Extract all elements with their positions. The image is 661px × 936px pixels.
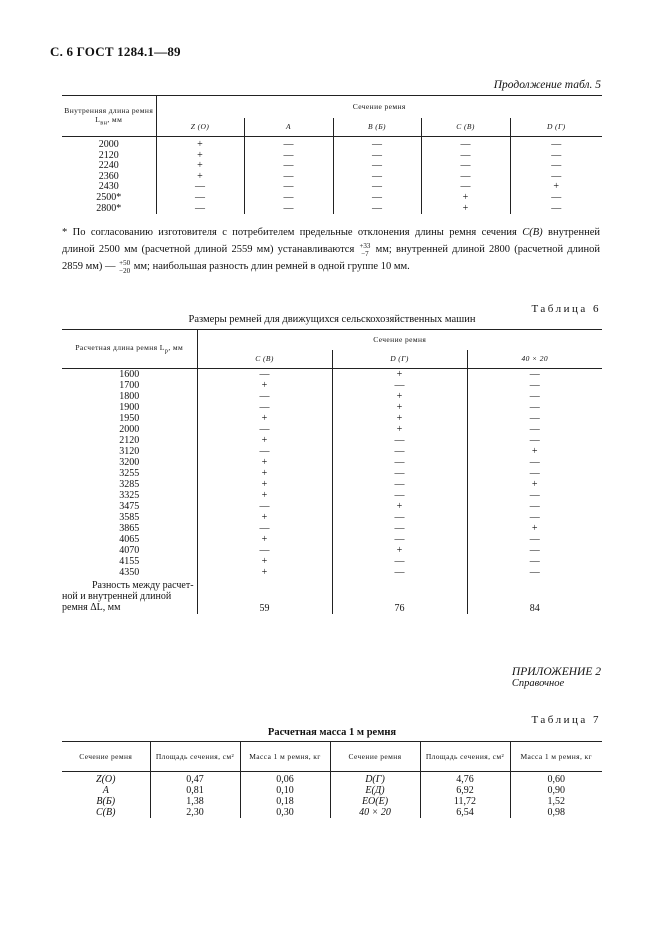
table6-cell: —	[467, 567, 602, 578]
table5-cell: —	[244, 172, 333, 183]
table6-row-header: Расчетная длина ремня $L_р$, мм	[62, 330, 197, 369]
table6-length-cell: 2120	[119, 435, 140, 446]
table6-length-cell: 4350	[119, 567, 140, 578]
table6-cell: —	[467, 402, 602, 413]
table6-cell: —	[197, 446, 332, 457]
table6-cell: —	[197, 501, 332, 512]
table6-length-cell: 3255	[119, 468, 140, 479]
table7-cell: D(Г)	[330, 772, 420, 786]
table5-column-header: D (Г)	[510, 118, 602, 137]
table5-cell: —	[156, 204, 244, 215]
table7-column-header: Сечение ремня	[330, 742, 420, 772]
table6-diff-label: Разность между расчет- ной и внутренней длиной ремня ΔL, мм	[62, 579, 194, 613]
table7-cell: EO(E)	[330, 796, 420, 807]
table6-cell: —	[332, 567, 467, 578]
table6-row	[62, 402, 602, 413]
table5-column-header: A	[244, 118, 333, 137]
table6-row	[62, 501, 602, 512]
table6-row	[62, 567, 602, 578]
table5-cell: +	[156, 161, 244, 172]
table6-length-cell: 3120	[119, 446, 140, 457]
tolerance-fraction-1: +33 −7	[359, 241, 371, 258]
appendix-subtitle: Справочное	[511, 678, 565, 689]
table5-length-cell: 2800*	[96, 202, 122, 214]
table6-cell: —	[332, 435, 467, 446]
table6-cell: +	[332, 413, 467, 424]
table6-cell: +	[332, 424, 467, 435]
table7-cell: B(Б)	[96, 796, 116, 807]
table6-row	[62, 545, 602, 556]
table6-cell: +	[332, 369, 467, 381]
table5-cell: +	[510, 182, 602, 193]
table6-cell: +	[467, 479, 602, 490]
table6-cell: +	[332, 402, 467, 413]
table6-cell: —	[467, 424, 602, 435]
table6-cell: +	[197, 479, 332, 490]
table6-cell: +	[332, 501, 467, 512]
table6	[62, 329, 602, 614]
table5-row-header: Внутренняя длина ремня $L_{вн}$, мм	[62, 96, 156, 137]
table7-title: Расчетная масса 1 м ремня	[267, 727, 397, 738]
footnote: * По согласованию изготовителя с потребителем предельные отклонения длины ремня сечения C(B) внутренней длиной 2500 мм (расчетной длиной 2559 мм) устанавливаются +33 −7 мм; внутренней длиной 2800 (расчетной длиной 2859 мм) — +50 −20 мм; наибольшая разность длин ремней в одной группе 10 мм.	[62, 227, 601, 275]
table5-cell: —	[421, 182, 510, 193]
table6-cell: —	[197, 369, 332, 381]
table7-cell: 40 × 20	[330, 807, 420, 818]
table6-row	[62, 512, 602, 523]
table5-cell: —	[333, 151, 421, 162]
table5-cell: —	[421, 172, 510, 183]
table6-cell: —	[467, 501, 602, 512]
table7-cell: 2,30	[150, 807, 240, 818]
table6-cell: +	[197, 380, 332, 391]
table7-row	[62, 807, 602, 818]
table5-length-cell: 2240	[98, 160, 119, 172]
table6-length-cell: 1700	[119, 380, 140, 391]
table6-cell: —	[332, 457, 467, 468]
table7-cell: 6,54	[420, 807, 510, 818]
table5-cell: —	[510, 193, 602, 204]
table5-column-header: C (B)	[421, 118, 510, 137]
table7	[62, 741, 602, 818]
table5-cell: —	[421, 137, 510, 151]
table5-cell: +	[156, 172, 244, 183]
table7-cell: 0,81	[150, 785, 240, 796]
table6-cell: —	[467, 413, 602, 424]
table5-cell: —	[333, 193, 421, 204]
table7-column-header: Масса 1 м ремня, кг	[510, 742, 602, 772]
table6-cell: +	[197, 567, 332, 578]
table5-group-header: Сечение ремня	[156, 96, 602, 118]
table7-cell: 0,10	[240, 785, 330, 796]
table6-diff-value: 59	[197, 578, 332, 614]
table6-length-cell: 1900	[119, 402, 140, 413]
table6-cell: —	[197, 424, 332, 435]
table7-row	[62, 785, 602, 796]
table6-length-cell: 3865	[119, 523, 140, 534]
table6-row	[62, 556, 602, 567]
table6-cell: +	[197, 413, 332, 424]
table6-cell: —	[467, 391, 602, 402]
table6-cell: +	[197, 468, 332, 479]
table5-row	[62, 182, 602, 193]
table6-cell: —	[332, 380, 467, 391]
table6-cell: +	[197, 435, 332, 446]
table5-row	[62, 161, 602, 172]
table5-cell: —	[510, 137, 602, 151]
table7-cell: 0,60	[510, 772, 602, 786]
table6-cell: —	[197, 391, 332, 402]
table6-cell: —	[197, 545, 332, 556]
table6-cell: —	[467, 545, 602, 556]
table5-cell: —	[421, 161, 510, 172]
table6-cell: —	[467, 490, 602, 501]
table6-row	[62, 534, 602, 545]
table6-cell: —	[467, 435, 602, 446]
table5-row	[62, 193, 602, 204]
table7-cell: A	[102, 785, 109, 796]
table5	[62, 95, 602, 214]
table6-group-header: Сечение ремня	[197, 330, 602, 350]
table5-cell: +	[156, 151, 244, 162]
table5-cell: —	[156, 193, 244, 204]
table6-label: Таблица 6	[531, 303, 601, 315]
table6-cell: —	[332, 512, 467, 523]
table7-row	[62, 796, 602, 807]
table6-row	[62, 468, 602, 479]
table6-length-cell: 3285	[119, 479, 140, 490]
table6-row	[62, 446, 602, 457]
table5-cell: —	[510, 172, 602, 183]
table6-column-header: C (B)	[197, 350, 332, 369]
table6-length-cell: 3200	[119, 457, 140, 468]
table7-cell: 0,18	[240, 796, 330, 807]
table6-cell: —	[332, 523, 467, 534]
table7-cell: 6,92	[420, 785, 510, 796]
table6-row	[62, 413, 602, 424]
appendix-title: ПРИЛОЖЕНИЕ 2	[511, 666, 601, 678]
table6-length-cell: 4155	[119, 556, 140, 567]
table6-column-header: D (Г)	[332, 350, 467, 369]
table5-cell: —	[244, 204, 333, 215]
table6-cell: +	[197, 556, 332, 567]
table6-cell: —	[467, 380, 602, 391]
table7-cell: 0,30	[240, 807, 330, 818]
table6-row	[62, 457, 602, 468]
table6-cell: —	[332, 468, 467, 479]
table6-row	[62, 380, 602, 391]
table7-cell: 1,38	[150, 796, 240, 807]
table6-cell: +	[467, 523, 602, 534]
table7-cell: 0,98	[510, 807, 602, 818]
table6-row	[62, 523, 602, 534]
table6-row	[62, 424, 602, 435]
table5-cell: —	[333, 161, 421, 172]
table6-length-cell: 1800	[119, 391, 140, 402]
table6-cell: —	[332, 556, 467, 567]
table6-length-cell: 4065	[119, 534, 140, 545]
table6-cell: +	[197, 512, 332, 523]
table6-cell: +	[467, 446, 602, 457]
table5-length-cell: 2120	[98, 149, 119, 161]
table5-column-header: B (Б)	[333, 118, 421, 137]
table5-cell: —	[244, 182, 333, 193]
table5-cell: +	[156, 137, 244, 151]
table6-cell: —	[197, 523, 332, 534]
table6-length-cell: 2000	[119, 424, 140, 435]
tolerance-fraction-2: +50 −20	[119, 258, 131, 275]
table7-cell: E(Д)	[330, 785, 420, 796]
table6-cell: —	[467, 512, 602, 523]
table6-cell: +	[332, 545, 467, 556]
table5-row	[62, 204, 602, 215]
table7-cell: 0,06	[240, 772, 330, 786]
table6-cell: —	[332, 479, 467, 490]
appendix-heading	[512, 666, 601, 689]
table6-cell: —	[332, 446, 467, 457]
table6-row	[62, 391, 602, 402]
table7-cell: 4,76	[420, 772, 510, 786]
table6-cell: +	[332, 391, 467, 402]
table7-cell: C(B)	[96, 807, 116, 818]
table5-row	[62, 172, 602, 183]
table6-cell: +	[197, 490, 332, 501]
table6-cell: —	[467, 369, 602, 381]
table6-length-cell: 3325	[119, 490, 140, 501]
table7-row	[62, 772, 602, 786]
table5-cell: —	[510, 161, 602, 172]
table7-cell: Z(O)	[96, 774, 116, 785]
table5-row	[62, 151, 602, 162]
table6-row	[62, 490, 602, 501]
table6-cell: —	[197, 402, 332, 413]
table5-length-cell: 2500*	[96, 191, 122, 203]
table6-row	[62, 435, 602, 446]
table5-cell: —	[333, 182, 421, 193]
table5-cell: —	[244, 151, 333, 162]
table6-column-header: 40 × 20	[467, 350, 602, 369]
table6-cell: —	[467, 468, 602, 479]
table7-cell: 11,72	[420, 796, 510, 807]
table5-cell: —	[333, 137, 421, 151]
table7-column-header: Масса 1 м ремня, кг	[240, 742, 330, 772]
table5-cell: —	[510, 204, 602, 215]
table5-cell: —	[421, 151, 510, 162]
table6-cell: +	[197, 457, 332, 468]
table6-cell: —	[467, 534, 602, 545]
table5-cell: +	[421, 204, 510, 215]
table6-length-cell: 1600	[119, 369, 140, 380]
table5-cell: —	[510, 151, 602, 162]
table5-row	[62, 137, 602, 151]
table5-length-cell: 2430	[98, 181, 119, 193]
table6-cell: —	[332, 534, 467, 545]
table7-label: Таблица 7	[531, 714, 601, 726]
table6-cell: —	[467, 457, 602, 468]
table6-cell: +	[197, 534, 332, 545]
table5-length-cell: 2000	[98, 139, 119, 150]
table5-continuation-label: Продолжение табл. 5	[493, 79, 601, 91]
table5-cell: —	[244, 161, 333, 172]
table5-cell: —	[333, 172, 421, 183]
table6-length-cell: 1950	[119, 413, 140, 424]
table6-length-cell: 3475	[119, 501, 140, 512]
table6-title: Размеры ремней для движущихся сельскохозяйственных машин	[188, 314, 476, 325]
table5-cell: —	[244, 193, 333, 204]
table7-cell: 0,90	[510, 785, 602, 796]
table6-length-cell: 4070	[119, 545, 140, 556]
table7-cell: 1,52	[510, 796, 602, 807]
table5-cell: —	[156, 182, 244, 193]
table6-cell: —	[332, 490, 467, 501]
table7-column-header: Площадь сечения, см²	[420, 742, 510, 772]
table6-diff-value: 76	[332, 578, 467, 614]
table5-column-header: Z (O)	[156, 118, 244, 137]
table5-cell: —	[244, 137, 333, 151]
table6-diff-value: 84	[467, 578, 602, 614]
table5-cell: —	[333, 204, 421, 215]
table5-length-cell: 2360	[98, 170, 119, 182]
table6-length-cell: 3585	[119, 512, 140, 523]
table6-row	[62, 479, 602, 490]
table6-row	[62, 369, 602, 381]
table7-column-header: Сечение ремня	[62, 742, 150, 772]
table7-column-header: Площадь сечения, см²	[150, 742, 240, 772]
table6-cell: —	[467, 556, 602, 567]
page-header: С. 6 ГОСТ 1284.1—89	[50, 44, 181, 59]
table7-cell: 0,47	[150, 772, 240, 786]
table5-cell: +	[421, 193, 510, 204]
